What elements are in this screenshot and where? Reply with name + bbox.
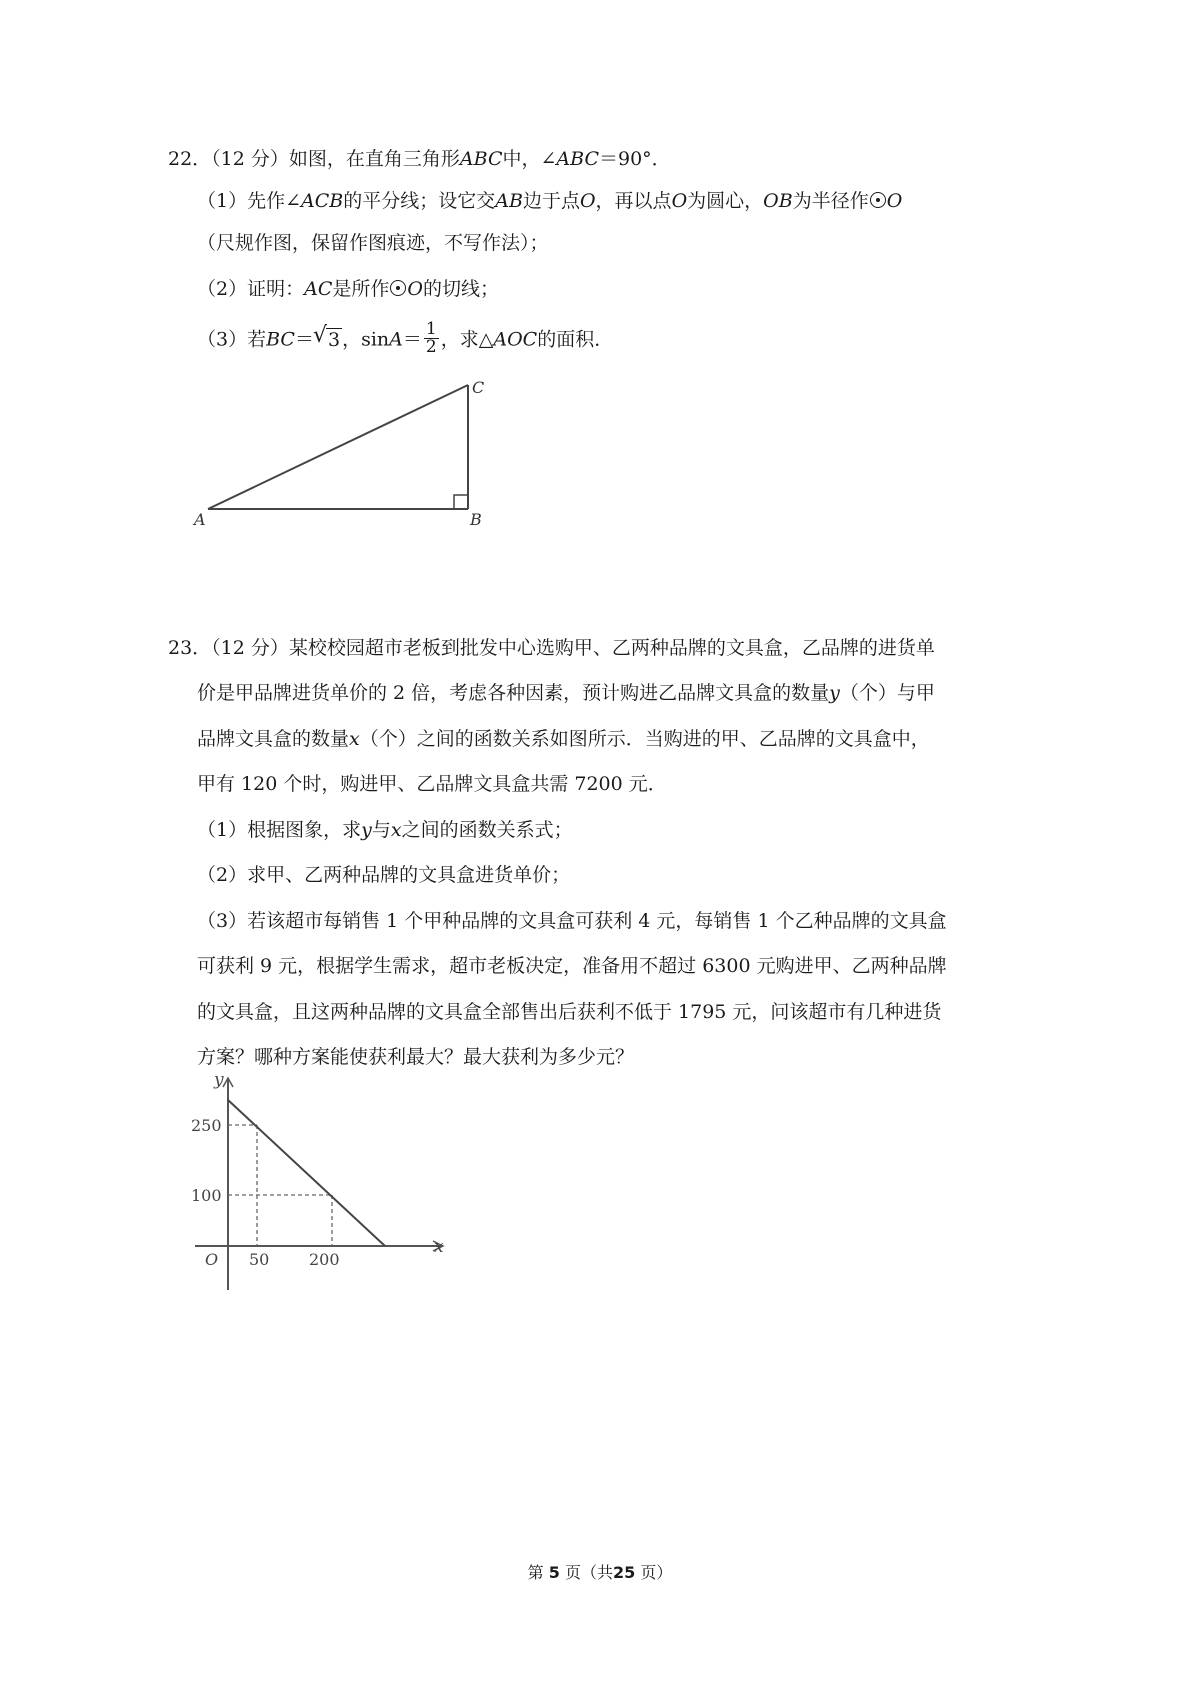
circle-dot-symbol [870, 192, 886, 208]
fraction: $\frac{1}{2}$ [425, 319, 437, 357]
circle-dot-symbol [390, 280, 406, 296]
q23-part3-line1: （3）若该超市每销售 1 个甲种品牌的文具盒可获利 4 元，每销售 1 个乙种品牌的文具盒 [197, 910, 947, 932]
q22-part1: （1）先作∠ACB的平分线；设它交AB边于点O，再以点O为圆心，OB为半径作 O [197, 190, 903, 212]
right-angle-mark [454, 495, 468, 509]
tick-200: 200 [309, 1250, 340, 1269]
side-ac [208, 385, 468, 509]
q23-part2: （2）求甲、乙两种品牌的文具盒进货单价； [197, 864, 571, 886]
q23-line1: 23．（12 分）某校校园超市老板到批发中心选购甲、乙两种品牌的文具盒，乙品牌的进货单 [168, 637, 935, 659]
q22-part2: （2）证明：AC是所作 O的切线； [197, 278, 499, 300]
q22-header: 22．（12 分）如图，在直角三角形ABC中，∠ABC＝90°． [168, 148, 671, 170]
page-number: 5 [548, 1563, 560, 1582]
page-footer: 第 5 页（共25 页） [527, 1563, 673, 1582]
q23-part1: （1）根据图象，求y与x之间的函数关系式； [197, 819, 573, 841]
triangle-figure [180, 375, 500, 575]
q22-part3: （3）若BC＝ √ 3 ，sinA＝ $\frac{1}{2}$ ，求△AOC的面积． [197, 319, 614, 357]
sqrt-expression: √ 3 [312, 322, 341, 351]
q23-part3-line2: 可获利 9 元，根据学生需求，超市老板决定，准备用不超过 6300 元购进甲、乙两种品牌 [197, 955, 947, 977]
tick-50: 50 [249, 1250, 270, 1269]
page-total: 25 [612, 1563, 636, 1582]
y-axis-label: y [214, 1075, 224, 1090]
function-line [228, 1100, 385, 1246]
origin-label: O [205, 1250, 219, 1269]
tick-100: 100 [191, 1186, 222, 1205]
label-a: A [194, 510, 206, 529]
function-graph [185, 1075, 485, 1310]
q23-line4: 甲有 120 个时，购进甲、乙品牌文具盒共需 7200 元． [197, 773, 667, 795]
label-b: B [470, 510, 482, 529]
q23-part3-line3: 的文具盒，且这两种品牌的文具盒全部售出后获利不低于 1795 元，问该超市有几种进货 [197, 1001, 942, 1023]
tick-250: 250 [191, 1116, 222, 1135]
label-c: C [472, 378, 485, 397]
q23-line2: 价是甲品牌进货单价的 2 倍，考虑各种因素，预计购进乙品牌文具盒的数量y（个）与甲 [197, 682, 935, 704]
q23-line3: 品牌文具盒的数量x（个）之间的函数关系如图所示．当购进的甲、乙品牌的文具盒中， [197, 728, 930, 750]
q23-part3-line4: 方案？哪种方案能使获利最大？最大获利为多少元？ [197, 1046, 635, 1068]
x-axis-label: x [434, 1237, 444, 1257]
q22-part1-note: （尺规作图，保留作图痕迹，不写作法）； [197, 232, 549, 254]
